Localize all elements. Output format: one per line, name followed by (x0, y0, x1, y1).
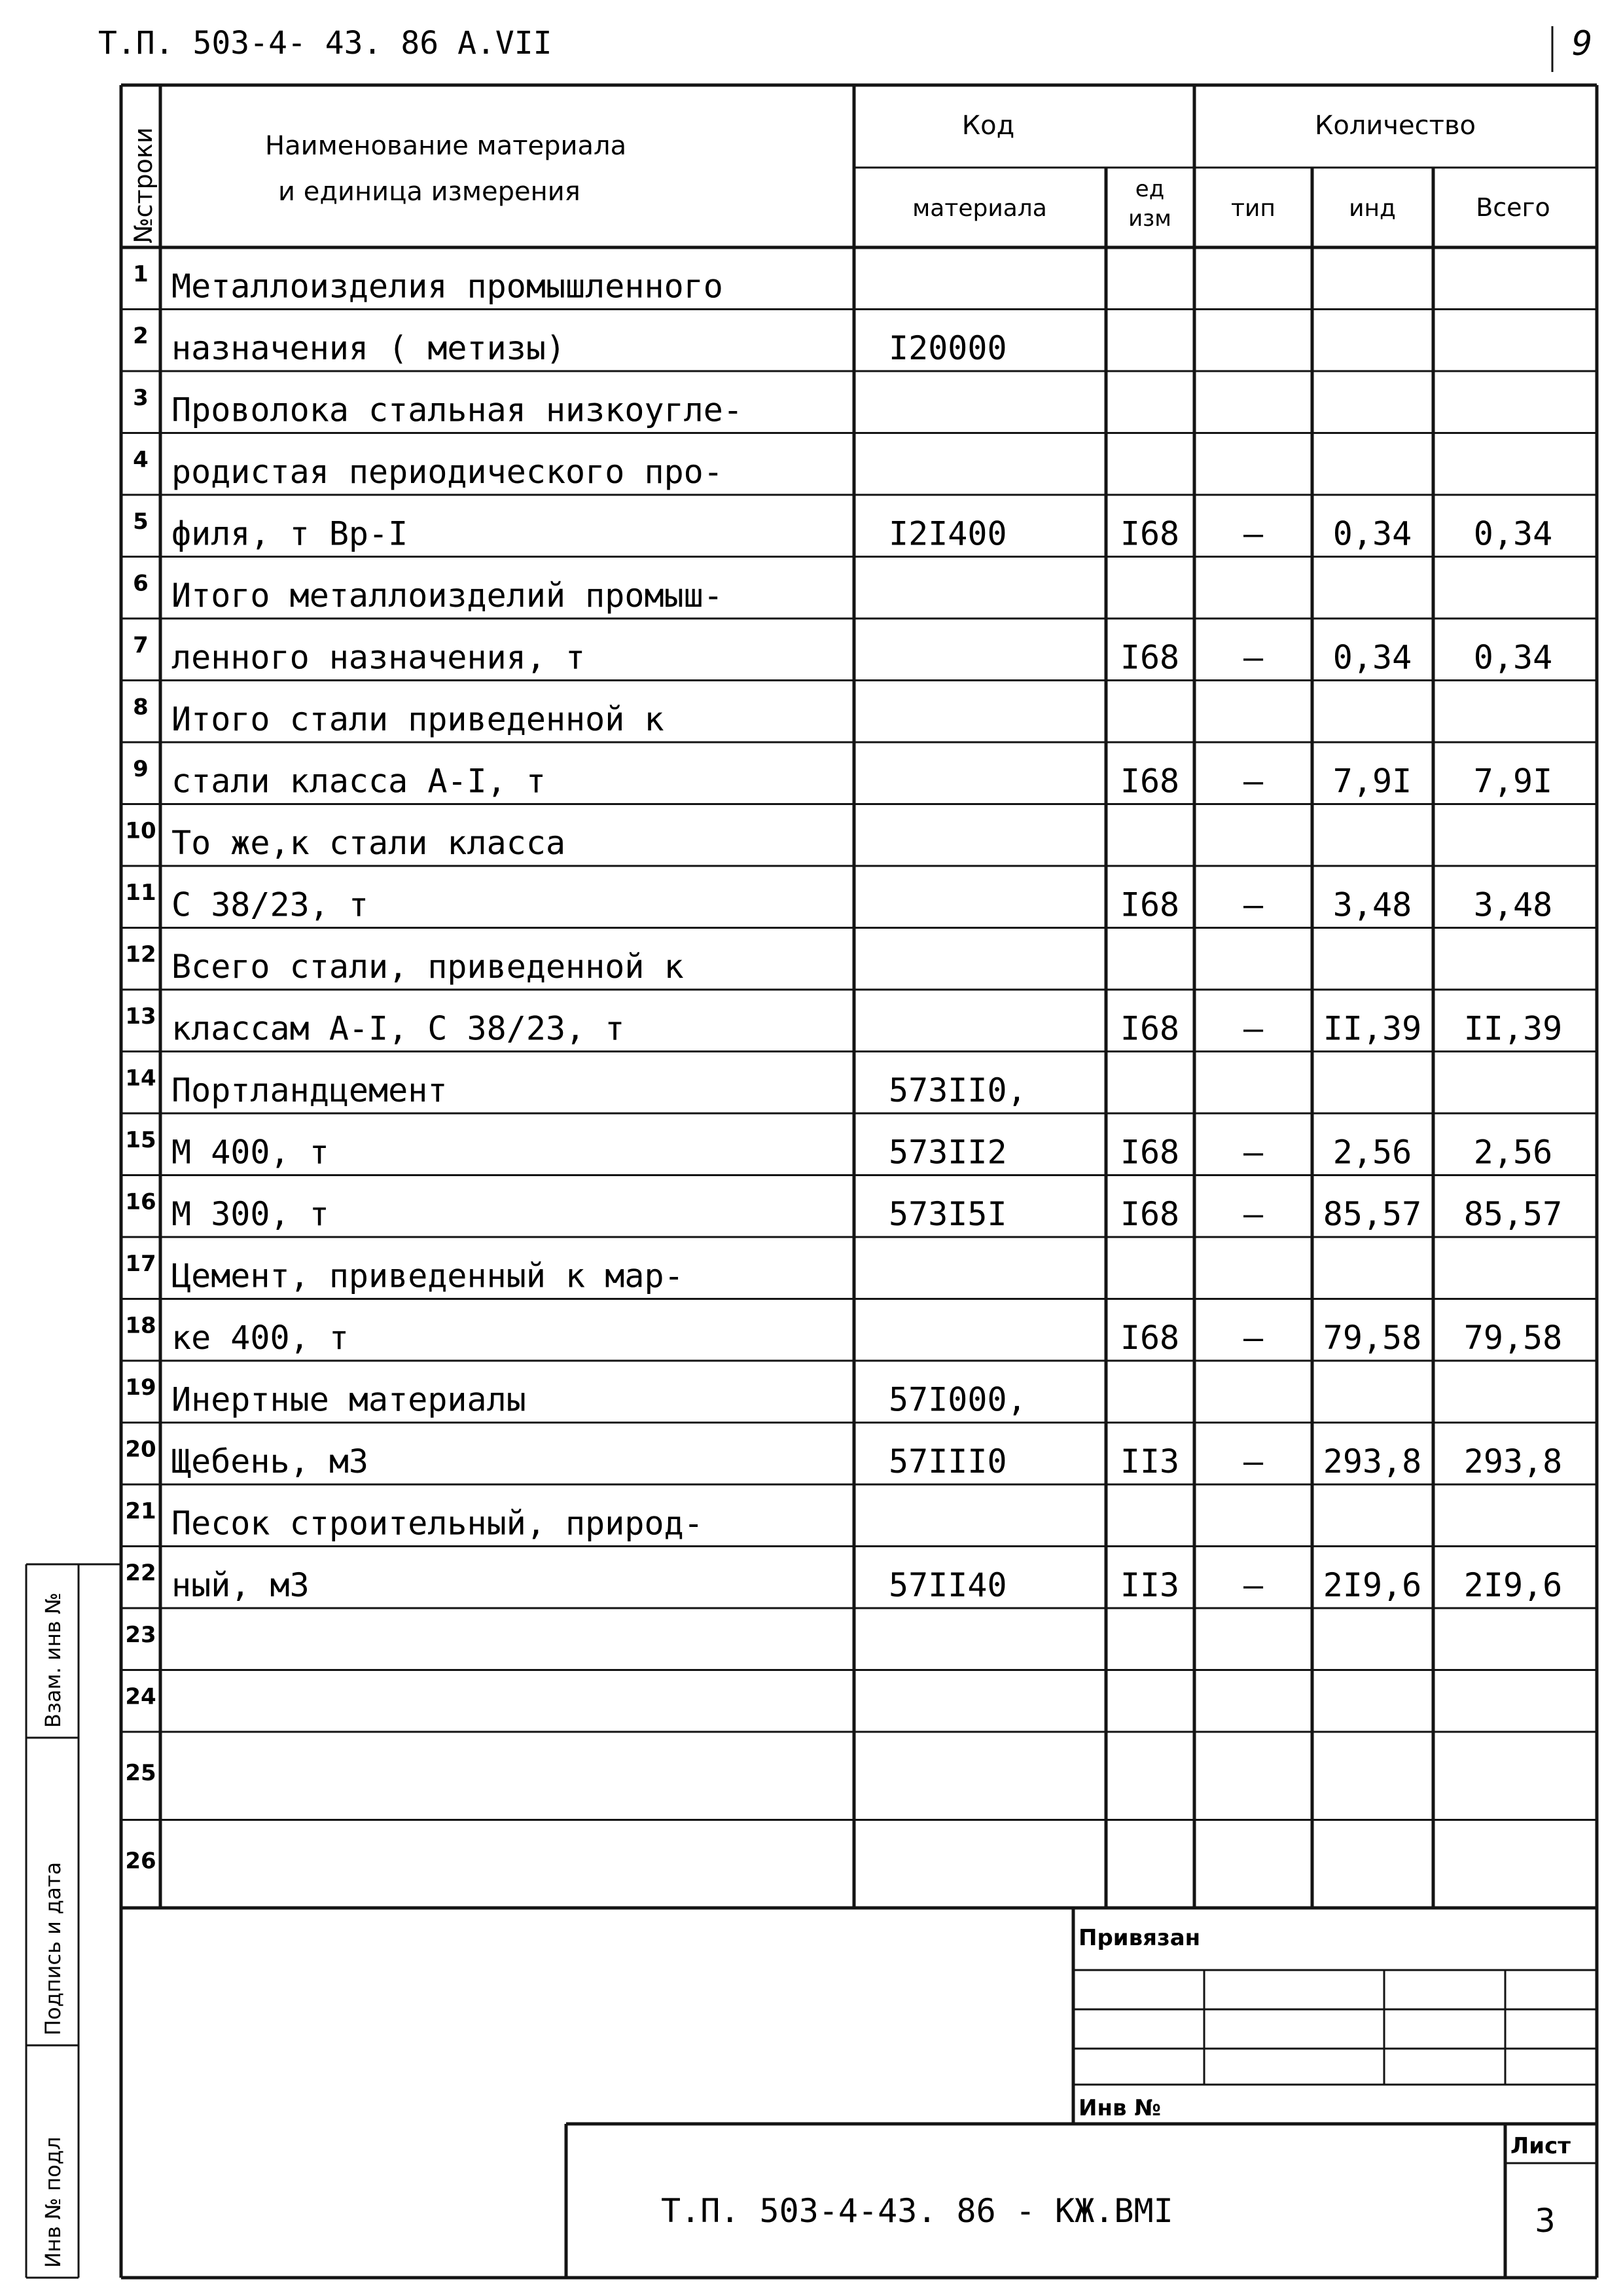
cell-name: Проволока стальная низкоугле- (171, 391, 743, 429)
cell-type: – (1243, 886, 1264, 924)
header-qty-type: тип (1231, 195, 1275, 222)
cell-total: 7,9I (1473, 762, 1553, 800)
cell-ind: 79,58 (1323, 1319, 1422, 1357)
row-number: 26 (125, 1848, 156, 1874)
margin-inv-podl: Инв № подл (41, 2136, 65, 2268)
cell-total: 2I9,6 (1463, 1566, 1563, 1604)
cell-name: То же,к стали класса (171, 824, 566, 862)
row-number: 10 (125, 817, 156, 844)
cell-code: 573I5I (889, 1195, 1007, 1233)
cell-unit: I68 (1120, 762, 1180, 800)
table-row (125, 1189, 1562, 1233)
title-block (566, 1908, 1597, 2278)
cell-name: Всего стали, приведенной к (171, 948, 684, 986)
table-row (125, 1683, 156, 1710)
row-number: 20 (125, 1436, 156, 1463)
cell-total: 0,34 (1473, 514, 1553, 553)
table-row (125, 1560, 1562, 1604)
cell-unit: I68 (1120, 638, 1180, 677)
header-name-line1: Наименование материала (265, 131, 627, 161)
row-number: 3 (133, 384, 149, 411)
header-unit-line2: изм (1128, 206, 1171, 232)
table-row (133, 509, 1552, 553)
cell-ind: 2I9,6 (1323, 1566, 1422, 1604)
cell-name: ленного назначения, т (171, 638, 586, 677)
table-row (125, 1622, 156, 1648)
cell-name: стали класса А-I, т (171, 762, 546, 800)
row-number: 23 (125, 1621, 156, 1648)
table-row (133, 385, 743, 429)
stamp-sheet-label: Лист (1510, 2133, 1571, 2159)
stamp-sheet-number: 3 (1535, 2202, 1556, 2240)
table-row (125, 817, 565, 862)
cell-type: – (1243, 1009, 1264, 1048)
row-number: 4 (133, 446, 149, 473)
header-row-number: №строки (129, 127, 158, 243)
cell-name: Песок строительный, природ- (171, 1504, 704, 1543)
cell-code: 57III0 (889, 1443, 1007, 1480)
cell-name: Итого металлоизделий промыш- (171, 577, 723, 615)
row-number: 24 (125, 1683, 156, 1710)
cell-code: 573II0, (889, 1071, 1027, 1109)
row-number: 15 (125, 1126, 156, 1153)
cell-name: М 300, т (171, 1195, 329, 1233)
cell-unit: I68 (1120, 886, 1180, 924)
table-row (125, 941, 683, 986)
row-number: 18 (125, 1312, 156, 1339)
table-header (129, 111, 1550, 243)
left-margin-strip (26, 1564, 121, 2278)
stamp-inv-no: Инв № (1079, 2095, 1162, 2121)
table-row (125, 1498, 703, 1543)
cell-type: – (1243, 762, 1264, 800)
row-number: 7 (133, 632, 149, 658)
cell-unit: I68 (1120, 1133, 1180, 1172)
margin-podpis-data: Подпись и дата (41, 1861, 65, 2036)
row-number: 17 (125, 1250, 156, 1277)
row-number: 6 (133, 570, 149, 597)
table-row (125, 1127, 1552, 1172)
cell-unit: II3 (1120, 1443, 1180, 1480)
table-body (125, 261, 1562, 1874)
cell-name: Портландцемент (171, 1071, 448, 1109)
header-qty-total: Всего (1476, 193, 1550, 222)
table-row (133, 694, 664, 738)
cell-ind: 85,57 (1323, 1195, 1422, 1233)
top-document-code: Т.П. 503-4- 43. 86 А.VII (98, 25, 552, 62)
cell-total: 85,57 (1463, 1195, 1563, 1233)
table-row (133, 446, 723, 491)
row-number: 11 (125, 879, 156, 906)
cell-code: I20000 (889, 329, 1007, 367)
stamp-privyazan: Привязан (1079, 1925, 1201, 1951)
cell-type: – (1243, 1133, 1264, 1172)
cell-ind: 0,34 (1332, 514, 1412, 553)
cell-type: – (1243, 1566, 1264, 1604)
cell-ind: 0,34 (1332, 638, 1412, 677)
cell-type: – (1243, 514, 1264, 553)
row-number: 2 (133, 323, 149, 350)
row-number: 21 (125, 1498, 156, 1524)
row-number: 25 (125, 1759, 156, 1786)
table-row (133, 756, 1552, 800)
table-row (125, 1065, 1026, 1109)
margin-vzam-inv: Взам. инв № (41, 1592, 65, 1728)
table-row (133, 261, 723, 306)
table-row (125, 1848, 156, 1874)
cell-name: М 400, т (171, 1133, 329, 1172)
row-number: 5 (133, 508, 149, 535)
cell-total: 0,34 (1473, 638, 1553, 677)
table-row (133, 323, 1007, 367)
cell-total: II,39 (1463, 1009, 1563, 1048)
cell-type: – (1243, 1195, 1264, 1233)
row-number: 16 (125, 1189, 156, 1215)
cell-name: Инертные материалы (171, 1380, 526, 1419)
header-quantity: Количество (1314, 111, 1476, 141)
cell-name: Щебень, м3 (171, 1443, 369, 1480)
header-unit-line1: ед (1135, 176, 1165, 202)
table-row (125, 1374, 1026, 1419)
cell-name: ке 400, т (171, 1319, 349, 1357)
cell-name: родистая периодического про- (171, 453, 723, 491)
cell-type: – (1243, 638, 1264, 677)
cell-unit: I68 (1120, 1009, 1180, 1048)
row-number: 12 (125, 941, 156, 968)
row-number: 19 (125, 1374, 156, 1401)
table-row (133, 632, 1552, 677)
header-code-material: материала (912, 195, 1047, 222)
row-number: 13 (125, 1003, 156, 1030)
cell-name: ный, м3 (171, 1566, 310, 1604)
cell-total: 293,8 (1463, 1443, 1563, 1480)
cell-name: классам А-I, С 38/23, т (171, 1009, 625, 1048)
table-row (125, 1760, 156, 1786)
cell-name: Цемент, приведенный к мар- (171, 1257, 684, 1295)
cell-unit: I68 (1120, 1195, 1180, 1233)
cell-ind: 2,56 (1332, 1133, 1412, 1172)
cell-total: 3,48 (1473, 886, 1553, 924)
cell-name: Итого стали приведенной к (171, 700, 664, 738)
cell-total: 2,56 (1473, 1133, 1553, 1172)
table-row (125, 1251, 683, 1295)
row-number: 14 (125, 1065, 156, 1092)
cell-ind: 3,48 (1332, 886, 1412, 924)
cell-unit: I68 (1120, 1319, 1180, 1357)
table-row (125, 1312, 1562, 1357)
cell-unit: II3 (1120, 1566, 1180, 1604)
row-number: 8 (133, 694, 149, 721)
stamp-document-code: Т.П. 503-4-43. 86 - КЖ.ВМI (661, 2192, 1173, 2230)
row-number: 9 (133, 755, 149, 782)
cell-name: Металлоизделия промышленного (171, 267, 723, 306)
cell-ind: II,39 (1323, 1009, 1422, 1048)
cell-total: 79,58 (1463, 1319, 1563, 1357)
row-number: 22 (125, 1560, 156, 1587)
cell-name: назначения ( метизы) (171, 329, 566, 367)
header-code: Код (961, 111, 1015, 141)
row-number: 1 (133, 260, 149, 287)
cell-type: – (1243, 1443, 1264, 1480)
cell-code: I2I400 (889, 514, 1007, 553)
table-row (125, 1003, 1562, 1048)
cell-name: филя, т Вр-I (171, 514, 408, 553)
cell-type: – (1243, 1319, 1264, 1357)
header-name-line2: и единица измерения (278, 177, 580, 207)
cell-code: 573II2 (889, 1133, 1007, 1172)
cell-code: 57II40 (889, 1566, 1007, 1604)
header-qty-ind: инд (1349, 195, 1396, 222)
table-row (125, 880, 1552, 924)
cell-ind: 7,9I (1332, 762, 1412, 800)
table-row (125, 1436, 1562, 1480)
cell-name: С 38/23, т (171, 886, 369, 924)
cell-code: 57I000, (889, 1380, 1027, 1419)
page-number: 9 (1572, 24, 1593, 63)
cell-ind: 293,8 (1323, 1443, 1422, 1480)
table-row (133, 570, 723, 615)
cell-unit: I68 (1120, 514, 1180, 553)
